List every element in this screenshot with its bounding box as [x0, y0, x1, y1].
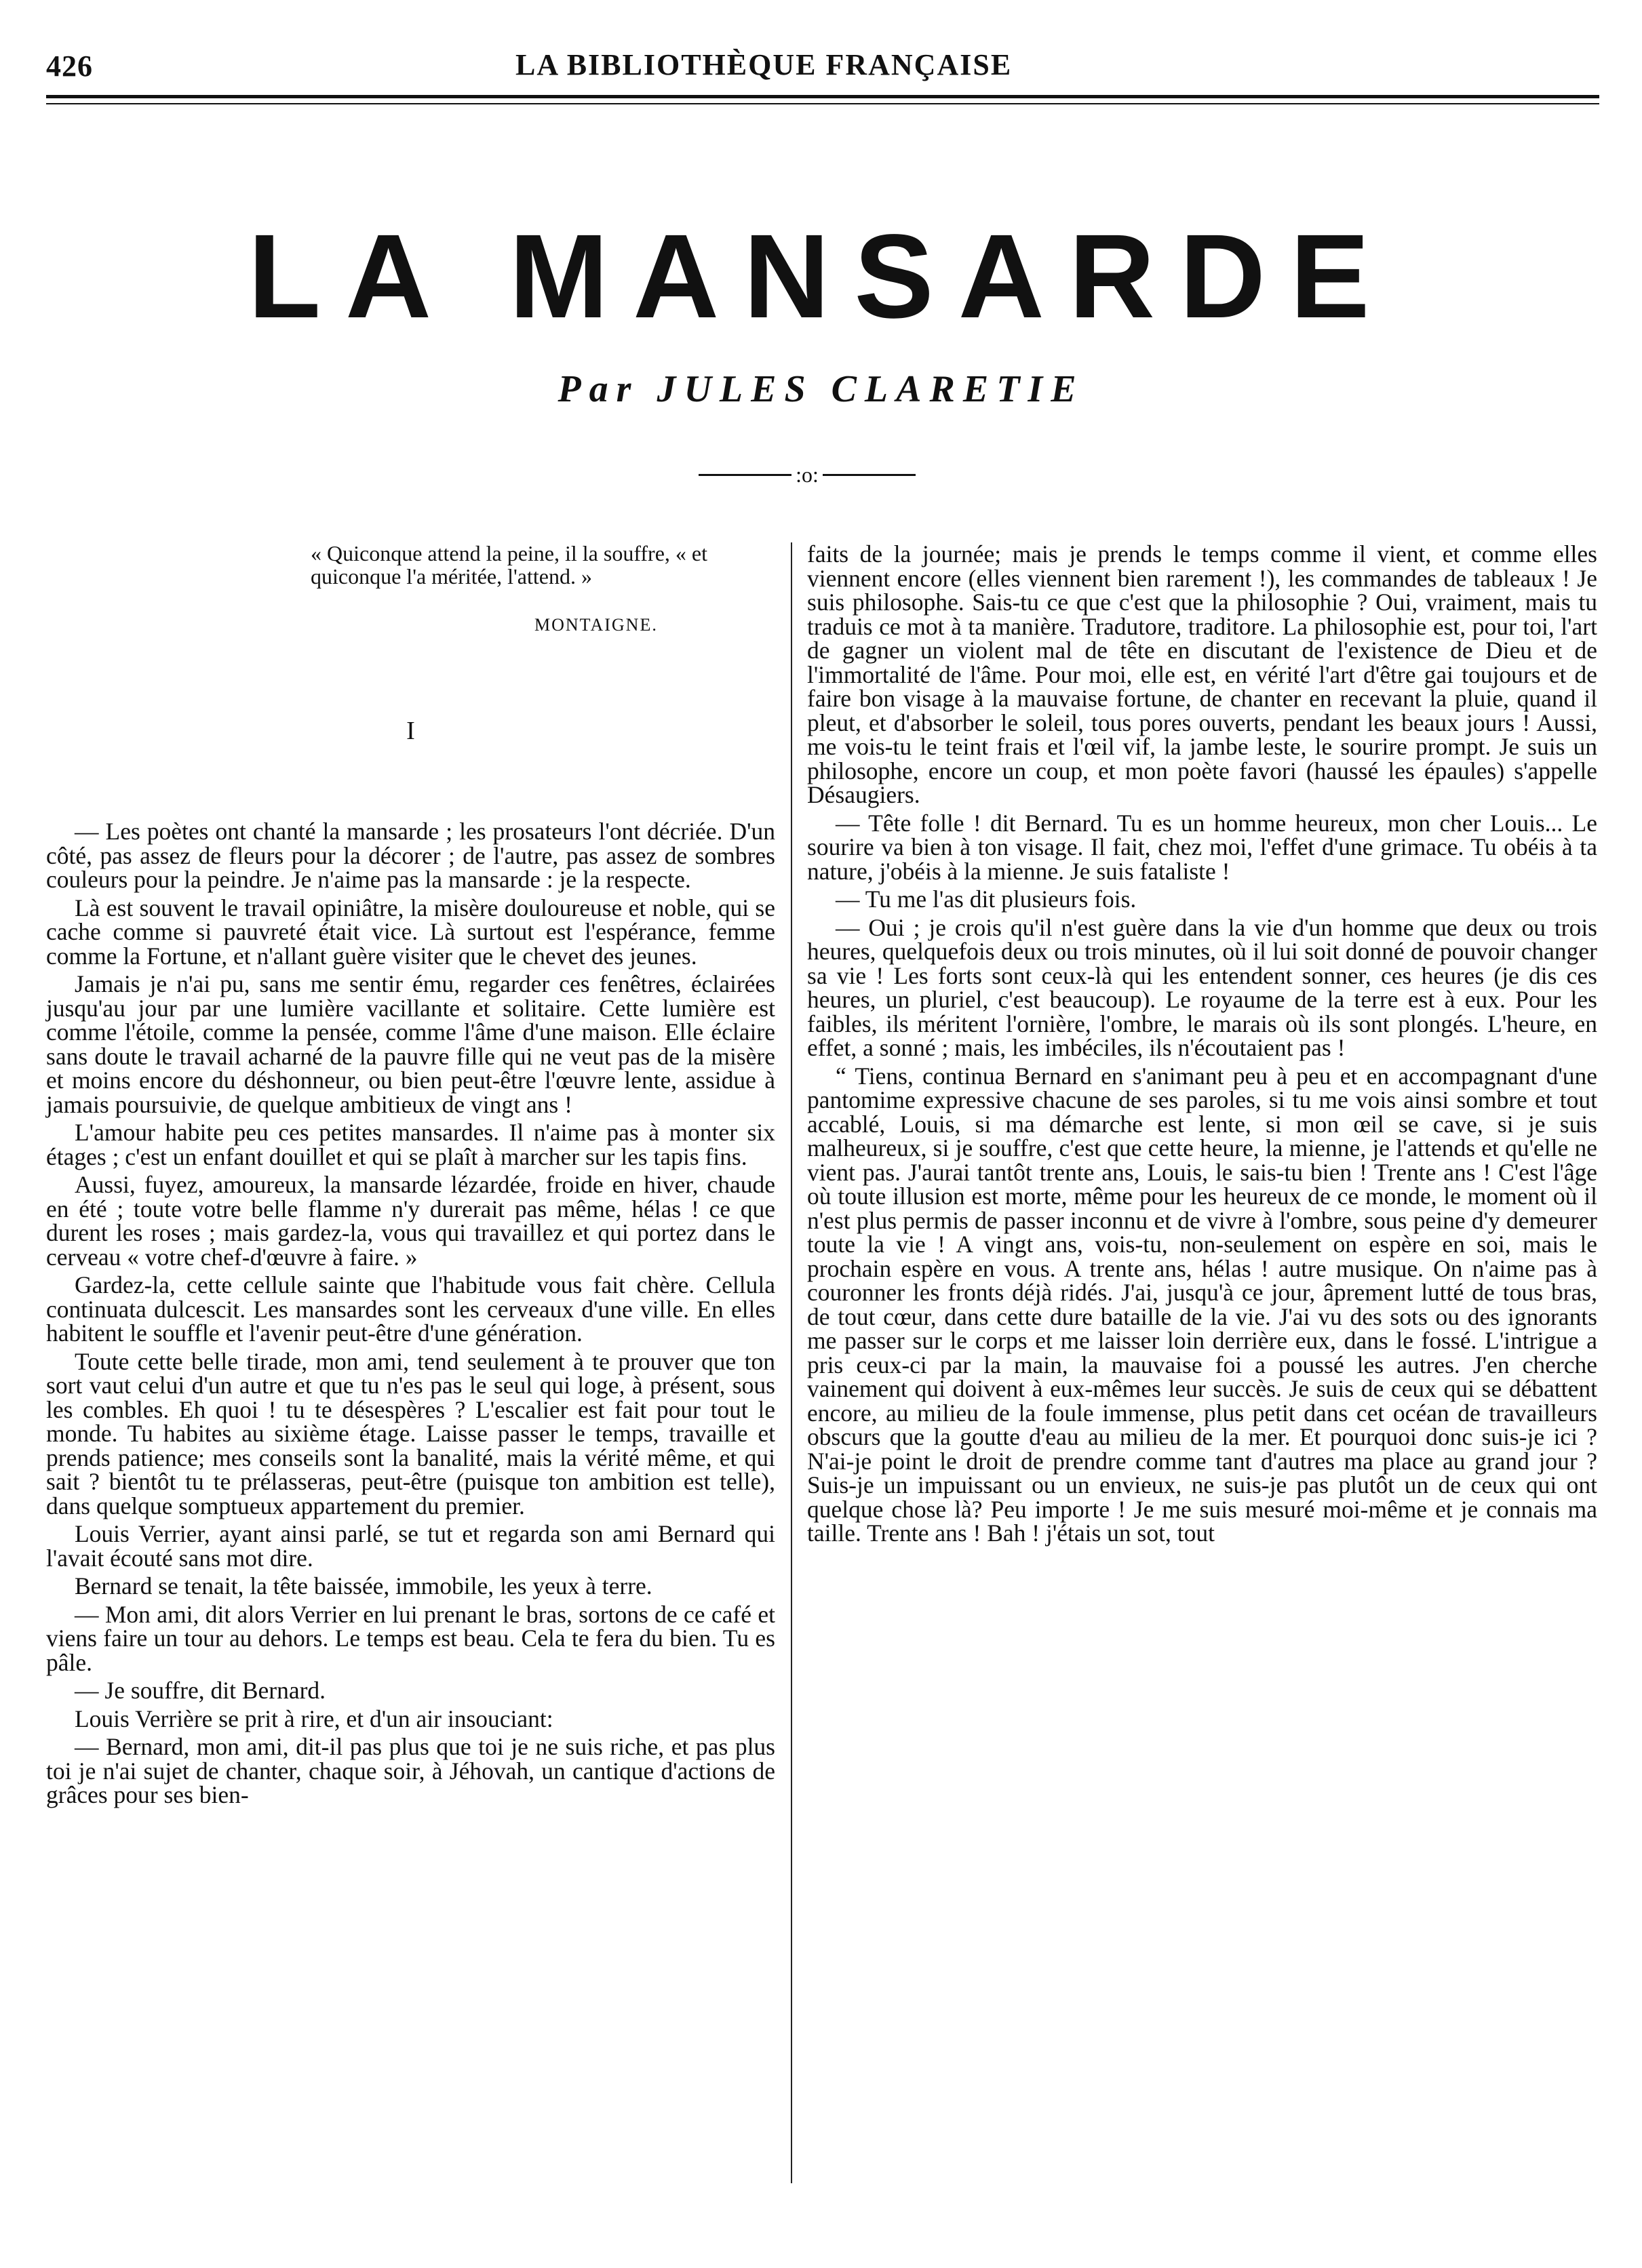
epigraph-author: MONTAIGNE.	[534, 615, 658, 635]
paragraph: faits de la journée; mais je prends le temps comme il vient, et comme elles viennent encore (elles viennent bien rarement !), les commandes de tableaux ! Je suis philosophe. Sais-tu ce que c'est que la philosophie ? Oui, vraiment, mais tu traduis ce mot à ta manière. Tradutore, traditore. La philosophie est, pour toi, l'art de gagner un violent mal de tête en discutant de l'existence de Dieu et de l'immortalité de l'âme. Pour moi, elle est, en vérité l'art d'être gai toujours et de faire bon visage à la mauvaise fortune, de chanter en recevant la pluie, quand il pleut, et d'absorber le soleil, tous pores ouverts, pendant les beaux jours ! Aussi, me vois-tu le teint frais et l'œil vif, la jambe leste, le sourire prompt. Je suis un philosophe, encore un coup, et mon poète favori (haussé les épaules) s'appelle Désaugiers.	[807, 540, 1597, 808]
column-divider	[791, 542, 792, 2183]
paragraph: Là est souvent le travail opiniâtre, la misère douloureuse et noble, qui se cache comme si pauvreté était vice. Là surtout est l'espérance, femme comme la Fortune, et n'allant guère visiter que le chevet des jeunes.	[46, 894, 775, 970]
paragraph: Louis Verrier, ayant ainsi parlé, se tut et regarda son ami Bernard qui l'avait écouté sans mot dire.	[46, 1520, 775, 1572]
paragraph: Bernard se tenait, la tête baissée, immobile, les yeux à terre.	[75, 1572, 652, 1600]
ornament-line-left	[699, 474, 791, 476]
left-column	[46, 542, 775, 1808]
ornament-mark: :o:	[796, 462, 819, 487]
paragraph: Gardez-la, cette cellule sainte que l'habitude vous fait chère. Cellula continuata dulcescit. Les mansardes sont les cerveaux d'une ville. En elles habitent le souffle et l'avenir peut-être d'une génération.	[46, 1271, 775, 1347]
section-number: I	[406, 717, 415, 746]
paragraph: — Bernard, mon ami, dit-il pas plus que toi je ne suis riche, et pas plus toi je n'ai sujet de chanter, chaque soir, à Jéhovah, un cantique d'actions de grâces pour ses bien-	[46, 1733, 775, 1809]
right-column	[807, 542, 1597, 1546]
header-rule-thin	[46, 103, 1599, 104]
epigraph: « Quiconque attend la peine, il la souffre, « et quiconque l'a méritée, l'attend. »	[311, 541, 707, 589]
paragraph: — Oui ; je crois qu'il n'est guère dans la vie d'un homme que deux ou trois heures, quelquefois deux ou trois minutes, où il lui soit donné de pouvoir changer sa vie ! Les forts sont ceux-là qui les entendent sonner, ces heures (je dis ces heures, un pluriel, c'est beaucoup). Le royaume de la terre est à eux. Pour les faibles, ils méritent l'ornière, l'ombre, le marais où ils sont plongés. L'heure, en effet, a sonné ; mais, les imbéciles, ils n'écoutaient pas !	[807, 913, 1597, 1061]
paragraph: Aussi, fuyez, amoureux, la mansarde lézardée, froide en hiver, chaude en été ; toute votre belle flamme n'y durerait pas même, hélas ! ce que durent les roses ; mais gardez-la, vous qui travaillez et qui portez dans le cerveau « votre chef-d'œuvre à faire. »	[46, 1171, 775, 1271]
paragraph: Toute cette belle tirade, mon ami, tend seulement à te prouver que ton sort vaut celui d'un autre et que tu n'es pas le seul qui loge, à présent, sous les combles. Eh quoi ! tu te désespères ? L'escalier est fait pour tout le monde. Tu habites au sixième étage. Laisse passer le temps, travaille et prends patience; mes conseils sont la banalité, mais la vérité même, et qui sait ? bientôt tu te prélasseras, peut-être (puisque ton ambition est telle), dans quelque somptueux appartement du premier.	[46, 1347, 775, 1519]
paragraph: — Mon ami, dit alors Verrier en lui prenant le bras, sortons de ce café et viens faire un tour au dehors. Le temps est beau. Cela te fera du bien. Tu es pâle.	[46, 1600, 775, 1676]
paragraph: — Je souffre, dit Bernard.	[75, 1677, 326, 1705]
paragraph: Jamais je n'ai pu, sans me sentir ému, regarder ces fenêtres, éclairées jusqu'au jour par une lumière vacillante et solitaire. Cette lumière est comme l'étoile, comme la pensée, comme l'âme d'une maison. Elle éclaire sans doute le travail acharné de la pauvre fille qui ne veut pas de la misère et moins encore du déshonneur, ou bien peut-être l'œuvre lente, assidue à jamais poursuivie, de quelque ambitieux de vingt ans !	[46, 970, 775, 1118]
paragraph: — Tu me l'as dit plusieurs fois.	[836, 886, 1137, 913]
header-rule-thick	[46, 95, 1599, 98]
paragraph: L'amour habite peu ces petites mansardes. Il n'aime pas à monter six étages ; c'est un enfant douillet et qui se plaît à marcher sur les tapis fins.	[46, 1119, 775, 1170]
paragraph: — Tête folle ! dit Bernard. Tu es un homme heureux, mon cher Louis... Le sourire va bien à ton visage. Il fait, chez moi, l'effet d'une grimace. Tu obéis à ta nature, j'obéis à la mienne. Je suis fataliste !	[807, 809, 1597, 885]
ornament-line-right	[823, 474, 916, 476]
running-head: LA BIBLIOTHÈQUE FRANÇAISE	[515, 48, 1013, 81]
title-ornament	[699, 461, 916, 488]
paragraph: — Les poètes ont chanté la mansarde ; les prosateurs l'ont décriée. D'un côté, pas assez de fleurs pour la décorer ; de l'autre, pas assez de sombres couleurs pour la peindre. Je n'aime pas la mansarde : je la respecte.	[46, 818, 775, 894]
byline: Par JULES CLARETIE	[558, 368, 1084, 410]
paragraph: “ Tiens, continua Bernard en s'animant peu à peu et en accompagnant d'une pantomime expressive chacune de ses paroles, si tu me vois ainsi sombre et tout accablé, Louis, si ma démarche est lente, si mon œil se cave, si je suis malheureux, si je souffre, c'est que cette heure, la mienne, je l'attends et qu'elle ne vient pas. J'aurai tantôt trente ans, Louis, le sais-tu bien ! Trente ans ! C'est l'âge où toute illusion est morte, même pour les heureux de ce monde, le moment où il n'est plus permis de passer inconnu et de vivre à l'ombre, sous peine d'y demeurer toute la vie ! A vingt ans, vois-tu, non-seulement on espère en soi, mais le prochain espère en vous. A trente ans, hélas ! autre musique. On n'aime pas à couronner les fronts déjà ridés. J'ai, jusqu'à ce jour, âprement lutté de tous bras, de tout cœur, dans cette dure bataille de la vie. J'ai vu des sots ou des ignorants me passer sur le corps et me laisser loin derrière eux, dans le fossé. L'intrigue a pris ceux-ci par la main, la mauvaise foi a poussé les autres. J'en cherche vainement qui doivent à eux-mêmes leur succès. Je suis de ceux qui se débattent encore, au milieu de la foule immense, plus petit dans cet océan de travailleurs obscurs que la goutte d'eau au milieu de la mer. Et pourquoi donc suis-je ici ? N'ai-je point le droit de prendre comme tant d'autres ma place au grand jour ? Suis-je un impuissant ou un envieux, ne suis-je pas plutôt un de ceux qui ont quelque chose là? Peu importe ! Je me suis mesuré moi-même et je connais ma taille. Trente ans ! Bah ! j'étais un sot, tout	[807, 1062, 1597, 1547]
page-number: 426	[46, 49, 93, 83]
paragraph: Louis Verrière se prit à rire, et d'un air insouciant:	[75, 1705, 553, 1732]
article-title: LA MANSARDE	[248, 210, 1394, 343]
